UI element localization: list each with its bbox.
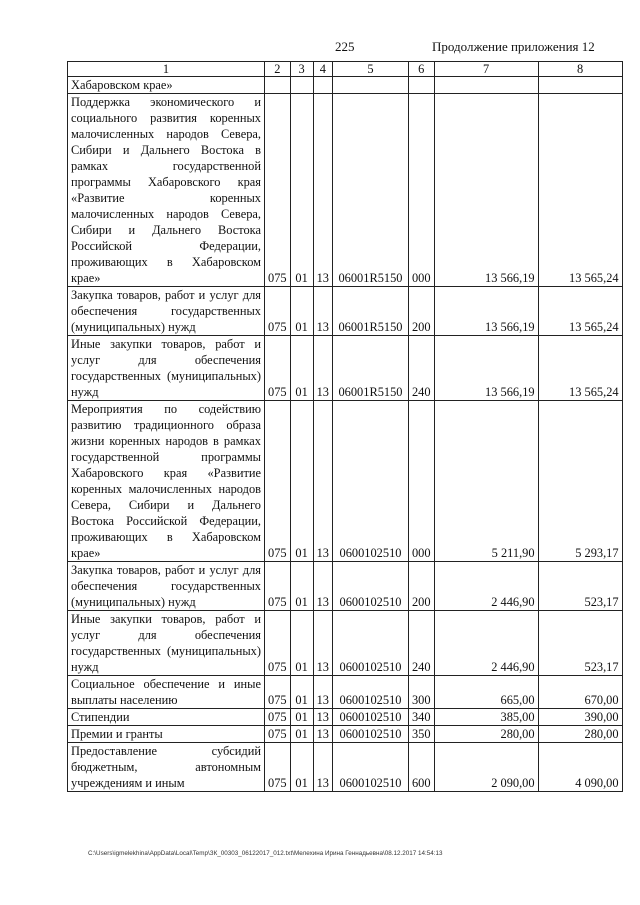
row-amount-2019: 13 565,24: [538, 287, 622, 336]
table-row: [68, 77, 623, 94]
row-expense-type: 000: [408, 401, 434, 562]
row-amount-2019: 670,00: [538, 676, 622, 709]
row-section: 01: [290, 336, 313, 401]
row-target-code: 06001R5150: [332, 336, 408, 401]
row-subsection: [313, 77, 332, 94]
row-amount-2019: 4 090,00: [538, 743, 622, 792]
row-expense-type: 340: [408, 709, 434, 726]
column-header: 7: [434, 62, 538, 77]
row-admin-code: 075: [265, 401, 291, 562]
row-section: 01: [290, 562, 313, 611]
row-section: 01: [290, 94, 313, 287]
row-section: 01: [290, 709, 313, 726]
row-admin-code: 075: [265, 726, 291, 743]
row-amount-2019: [538, 77, 622, 94]
row-name: Закупка товаров, работ и услуг для обеспечения государственных (муниципальных) нужд: [68, 562, 265, 611]
row-expense-type: 240: [408, 336, 434, 401]
row-expense-type: 200: [408, 562, 434, 611]
row-target-code: 0600102510: [332, 401, 408, 562]
row-subsection: 13: [313, 94, 332, 287]
row-target-code: 06001R5150: [332, 94, 408, 287]
row-subsection: 13: [313, 611, 332, 676]
row-name: Поддержка экономического и социального развития коренных малочисленных народов Севера, Сибири и Дальнего Востока в рамках государственной программы Хабаровского края «Развитие коренных малочисленных народов Севера, Сибири и Дальнего Востока Российской Федерации, проживающих в Хабаровском крае»: [68, 94, 265, 287]
row-target-code: [332, 77, 408, 94]
row-section: 01: [290, 287, 313, 336]
row-expense-type: 350: [408, 726, 434, 743]
row-admin-code: 075: [265, 94, 291, 287]
row-expense-type: 000: [408, 94, 434, 287]
page-number: 225: [335, 39, 355, 54]
row-amount-2018: [434, 77, 538, 94]
row-amount-2018: 5 211,90: [434, 401, 538, 562]
table-row: [68, 709, 623, 726]
row-name: Хабаровском крае»: [68, 77, 265, 94]
row-name: Закупка товаров, работ и услуг для обеспечения государственных (муниципальных) нужд: [68, 287, 265, 336]
row-target-code: 0600102510: [332, 562, 408, 611]
table-row: [68, 287, 623, 336]
row-amount-2018: 665,00: [434, 676, 538, 709]
row-amount-2019: 5 293,17: [538, 401, 622, 562]
row-target-code: 0600102510: [332, 726, 408, 743]
row-amount-2018: 13 566,19: [434, 94, 538, 287]
row-amount-2018: 13 566,19: [434, 287, 538, 336]
row-amount-2019: 390,00: [538, 709, 622, 726]
row-admin-code: 075: [265, 562, 291, 611]
row-subsection: 13: [313, 676, 332, 709]
row-name: Премии и гранты: [68, 726, 265, 743]
table-row: [68, 743, 623, 792]
row-amount-2019: 280,00: [538, 726, 622, 743]
row-expense-type: 200: [408, 287, 434, 336]
row-target-code: 0600102510: [332, 676, 408, 709]
row-expense-type: 600: [408, 743, 434, 792]
row-section: 01: [290, 401, 313, 562]
column-header: 8: [538, 62, 622, 77]
row-amount-2018: 2 446,90: [434, 611, 538, 676]
row-expense-type: [408, 77, 434, 94]
row-subsection: 13: [313, 287, 332, 336]
row-subsection: 13: [313, 562, 332, 611]
row-admin-code: 075: [265, 709, 291, 726]
row-amount-2019: 523,17: [538, 562, 622, 611]
row-amount-2019: 13 565,24: [538, 336, 622, 401]
row-admin-code: [265, 77, 291, 94]
row-amount-2018: 2 446,90: [434, 562, 538, 611]
row-subsection: 13: [313, 726, 332, 743]
table-row: [68, 726, 623, 743]
table-row: [68, 336, 623, 401]
table-row: [68, 401, 623, 562]
row-admin-code: 075: [265, 287, 291, 336]
row-name: Стипендии: [68, 709, 265, 726]
row-expense-type: 300: [408, 676, 434, 709]
table-row: [68, 562, 623, 611]
row-name: Мероприятия по содействию развитию традиционного образа жизни коренных народов в рамках государственной программы Хабаровского края «Развитие коренных малочисленных народов Севера, Сибири и Дальнего Востока Российской Федерации, проживающих в Хабаровском крае»: [68, 401, 265, 562]
row-admin-code: 075: [265, 743, 291, 792]
row-subsection: 13: [313, 401, 332, 562]
column-header: 5: [332, 62, 408, 77]
row-target-code: 0600102510: [332, 709, 408, 726]
table-row: [68, 676, 623, 709]
row-subsection: 13: [313, 709, 332, 726]
row-name: Иные закупки товаров, работ и услуг для обеспечения государственных (муниципальных) нужд: [68, 336, 265, 401]
row-section: [290, 77, 313, 94]
row-amount-2018: 385,00: [434, 709, 538, 726]
row-subsection: 13: [313, 336, 332, 401]
column-header: 4: [313, 62, 332, 77]
row-amount-2019: 523,17: [538, 611, 622, 676]
table-row: [68, 611, 623, 676]
row-admin-code: 075: [265, 611, 291, 676]
row-subsection: 13: [313, 743, 332, 792]
column-header: 2: [265, 62, 291, 77]
row-target-code: 0600102510: [332, 743, 408, 792]
table-header-row: [68, 62, 623, 77]
row-amount-2018: 13 566,19: [434, 336, 538, 401]
row-target-code: 06001R5150: [332, 287, 408, 336]
appendix-caption: Продолжение приложения 12: [432, 39, 595, 54]
row-section: 01: [290, 676, 313, 709]
row-name: Предоставление субсидий бюджетным, автономным учреждениям и иным: [68, 743, 265, 792]
row-target-code: 0600102510: [332, 611, 408, 676]
budget-table: [67, 61, 623, 792]
table-row: [68, 94, 623, 287]
row-section: 01: [290, 611, 313, 676]
row-amount-2018: 280,00: [434, 726, 538, 743]
row-name: Иные закупки товаров, работ и услуг для обеспечения государственных (муниципальных) нужд: [68, 611, 265, 676]
row-section: 01: [290, 743, 313, 792]
row-section: 01: [290, 726, 313, 743]
footer-file-path: C:\Users\igmelekhina\AppData\Local\Temp\ЗК_00303_06122017_012.txt\Мелехина Ирина Геннадьевна\08.12.2017 14:54:13: [88, 850, 443, 857]
row-expense-type: 240: [408, 611, 434, 676]
row-admin-code: 075: [265, 336, 291, 401]
column-header: 1: [68, 62, 265, 77]
row-amount-2019: 13 565,24: [538, 94, 622, 287]
row-amount-2018: 2 090,00: [434, 743, 538, 792]
column-header: 6: [408, 62, 434, 77]
row-name: Социальное обеспечение и иные выплаты населению: [68, 676, 265, 709]
row-admin-code: 075: [265, 676, 291, 709]
column-header: 3: [290, 62, 313, 77]
